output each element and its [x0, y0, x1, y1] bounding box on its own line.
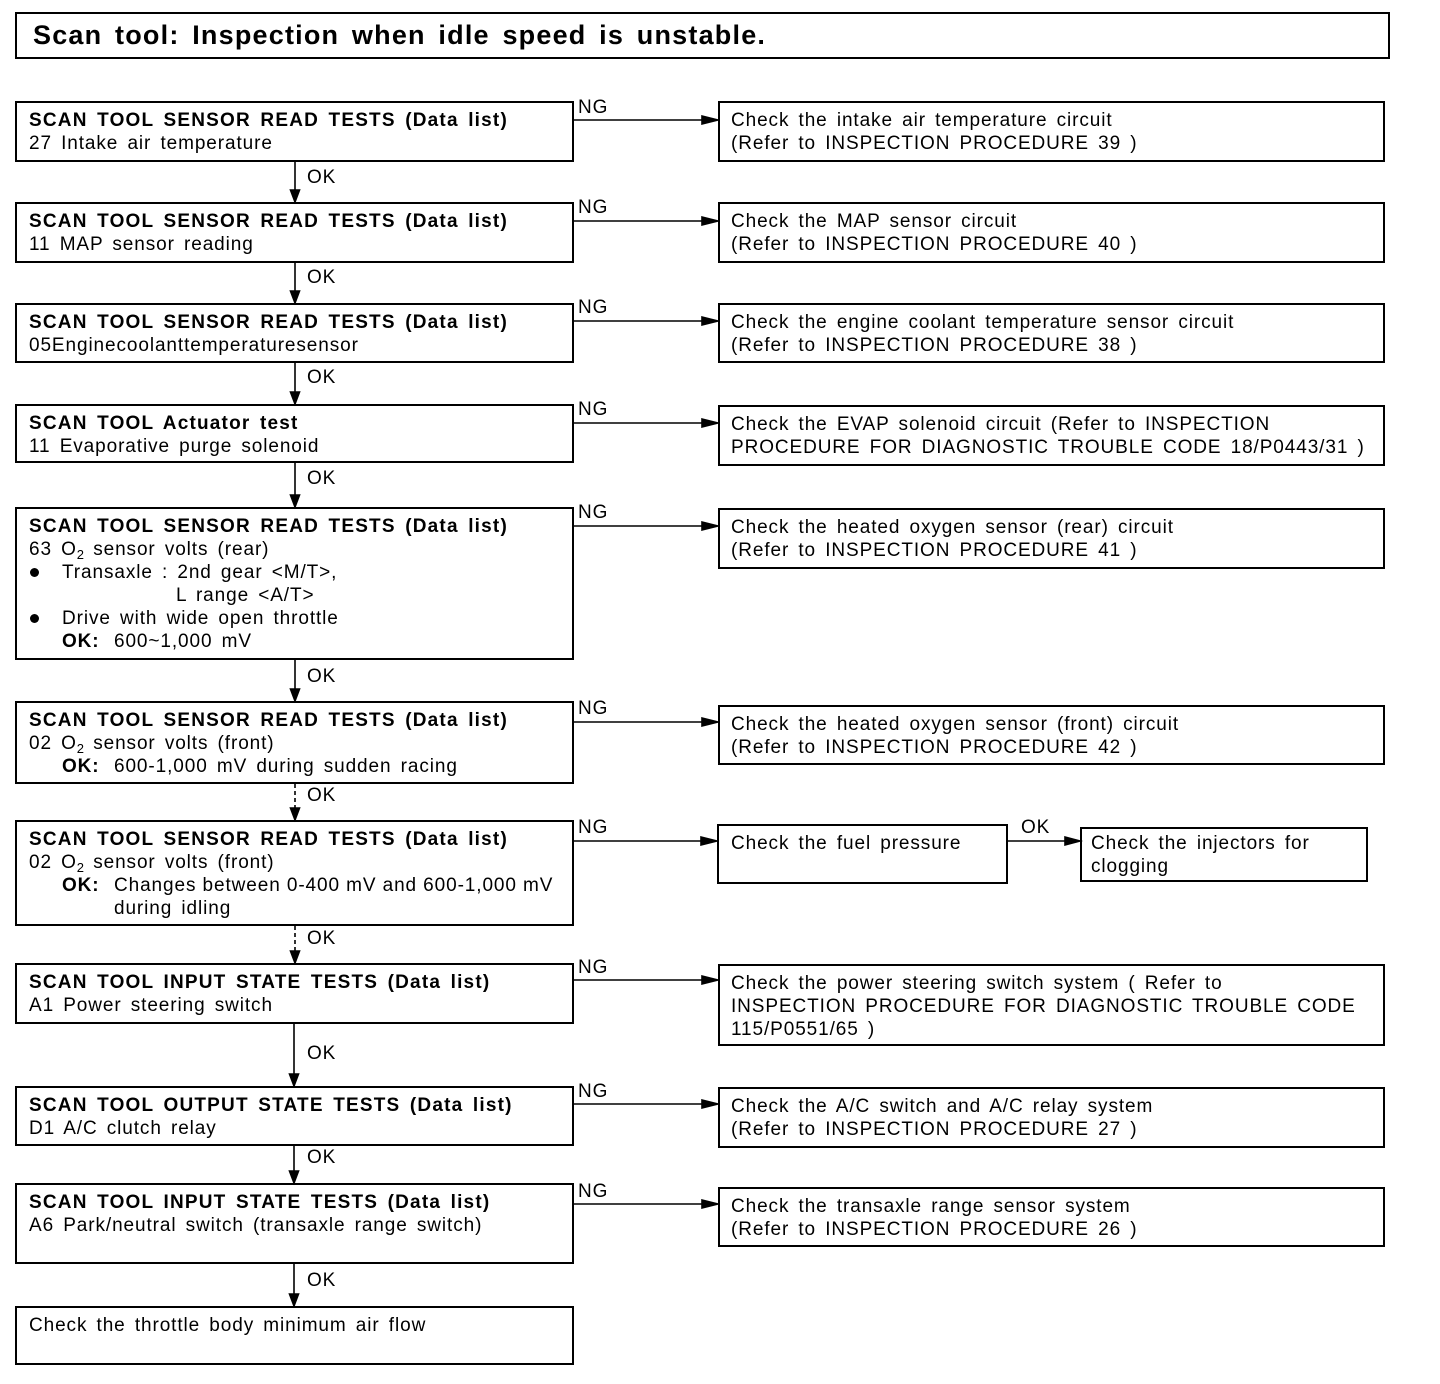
step-heading: SCAN TOOL SENSOR READ TESTS (Data list): [29, 516, 508, 537]
ng-result-line: Check the power steering switch system ( Refer to: [731, 973, 1223, 994]
ng-result-box-6: [718, 705, 1385, 765]
ng-result-line: (Refer to INSPECTION PROCEDURE 41 ): [731, 540, 1138, 561]
ng-result-line: Check the heated oxygen sensor (rear) circuit: [731, 517, 1174, 538]
ng-label: NG: [578, 1181, 609, 1202]
step-item: 27 Intake air temperature: [29, 133, 273, 154]
ng-result-line: Check the engine coolant temperature sensor circuit: [731, 312, 1235, 333]
ok-label: OK: [307, 267, 337, 288]
next-check-line: Check the injectors for: [1091, 833, 1310, 854]
next-check-line: clogging: [1091, 856, 1169, 877]
ng-result-box-3: [718, 303, 1385, 363]
ok-label: OK: [307, 167, 337, 188]
ng-label: NG: [578, 197, 609, 218]
ok-label: OK: [307, 1270, 337, 1291]
page-title: [15, 12, 1390, 59]
step-box-1: [15, 101, 574, 162]
ok-arrow-10: [290, 1264, 299, 1306]
step-box-7: [15, 820, 574, 926]
step-item: D1 A/C clutch relay: [29, 1118, 217, 1139]
ok-arrow-5: [291, 660, 300, 701]
ng-result-box-5: [718, 508, 1385, 569]
ng-result-line: (Refer to INSPECTION PROCEDURE 26 ): [731, 1219, 1138, 1240]
ok-label: OK: [307, 928, 337, 949]
step-heading: SCAN TOOL INPUT STATE TESTS (Data list): [29, 1192, 491, 1213]
ng-result-line: Check the fuel pressure: [731, 833, 962, 854]
step-box-3: [15, 303, 574, 363]
step-heading: SCAN TOOL SENSOR READ TESTS (Data list): [29, 110, 508, 131]
ng-label: NG: [578, 1081, 609, 1102]
ng-result-line: (Refer to INSPECTION PROCEDURE 38 ): [731, 335, 1138, 356]
step-item-prefix: 02 O: [29, 733, 77, 754]
page-title-text: Scan tool: Inspection when idle speed is unstable.: [33, 20, 767, 50]
step-heading: SCAN TOOL INPUT STATE TESTS (Data list): [29, 972, 491, 993]
ng-result-box-9: [718, 1087, 1385, 1148]
ok-label: OK: [307, 367, 337, 388]
step-box-2: [15, 202, 574, 263]
ng-result-box-2: [718, 202, 1385, 263]
step-item: 11 Evaporative purge solenoid: [29, 436, 320, 457]
ok-label: OK: [307, 785, 337, 806]
ok-arrow-9: [290, 1146, 299, 1183]
condition-line: Drive with wide open throttle: [62, 608, 339, 629]
ok-criteria-key: OK:: [62, 875, 100, 896]
step-item: A1 Power steering switch: [29, 995, 273, 1016]
ng-result-line: Check the transaxle range sensor system: [731, 1196, 1131, 1217]
ng-label: NG: [578, 399, 609, 420]
ok-arrow-7: [291, 926, 300, 963]
step-item: 11 MAP sensor reading: [29, 234, 254, 255]
final-step-box: [15, 1306, 574, 1365]
bullet-icon: [30, 568, 39, 577]
step-item-subscript: 2: [76, 547, 85, 562]
ng-result-line: (Refer to INSPECTION PROCEDURE 39 ): [731, 133, 1138, 154]
ok-criteria: [29, 630, 560, 653]
ng-result-box-10: [718, 1187, 1385, 1247]
step-box-5: [15, 507, 574, 660]
ok-arrow-4: [291, 463, 300, 507]
step-item: [29, 851, 560, 874]
ok-label: OK: [1021, 817, 1051, 838]
step-item: 05Enginecoolanttemperaturesensor: [29, 335, 359, 356]
step-heading: SCAN TOOL SENSOR READ TESTS (Data list): [29, 312, 508, 333]
final-step-text: Check the throttle body minimum air flow: [29, 1315, 427, 1336]
step-item: A6 Park/neutral switch (transaxle range switch): [29, 1215, 483, 1236]
step-item-prefix: 02 O: [29, 852, 77, 873]
ng-label: NG: [578, 97, 609, 118]
ok-criteria: [29, 755, 560, 778]
condition-line: Transaxle : 2nd gear <M/T>,: [62, 562, 338, 583]
step-heading: SCAN TOOL SENSOR READ TESTS (Data list): [29, 710, 508, 731]
ng-result-line: Check the MAP sensor circuit: [731, 211, 1018, 232]
ok-criteria-key: OK:: [62, 631, 100, 652]
ok-arrow-3: [291, 363, 300, 404]
ng-result-line: Check the A/C switch and A/C relay system: [731, 1096, 1154, 1117]
step-item-subscript: 2: [76, 741, 85, 756]
ng-result-line: 115/P0551/65 ): [731, 1019, 876, 1040]
ng-result-line: Check the EVAP solenoid circuit (Refer to INSPECTION: [731, 414, 1271, 435]
ng-label: NG: [578, 698, 609, 719]
ok-criteria-value: 600~1,000 mV: [114, 631, 252, 652]
ok-arrow-1: [291, 162, 300, 202]
ng-label: NG: [578, 502, 609, 523]
ng-result-line: INSPECTION PROCEDURE FOR DIAGNOSTIC TROUBLE CODE: [731, 996, 1356, 1017]
condition-line: L range <A/T>: [176, 585, 315, 606]
step-heading: SCAN TOOL OUTPUT STATE TESTS (Data list): [29, 1095, 513, 1116]
ng-result-box-1: [718, 101, 1385, 162]
ng-result-line: (Refer to INSPECTION PROCEDURE 27 ): [731, 1119, 1138, 1140]
ng-result-line: (Refer to INSPECTION PROCEDURE 40 ): [731, 234, 1138, 255]
ok-arrow-8: [290, 1024, 299, 1086]
step-box-6: [15, 701, 574, 784]
ng-result-line: Check the intake air temperature circuit: [731, 110, 1113, 131]
ok-arrow-2: [291, 263, 300, 303]
ng-result-line: Check the heated oxygen sensor (front) circuit: [731, 714, 1180, 735]
step-box-8: [15, 963, 574, 1024]
step-heading: SCAN TOOL SENSOR READ TESTS (Data list): [29, 829, 508, 850]
step-item-suffix: sensor volts (front): [84, 852, 275, 873]
step-item: [29, 538, 560, 561]
step-heading: SCAN TOOL SENSOR READ TESTS (Data list): [29, 211, 508, 232]
ok-criteria-value: 600-1,000 mV during sudden racing: [114, 756, 458, 777]
step-item-suffix: sensor volts (front): [84, 733, 275, 754]
step-box-10: [15, 1183, 574, 1264]
ok-label: OK: [307, 666, 337, 687]
step-heading: SCAN TOOL Actuator test: [29, 413, 299, 434]
ng-result-box-4: [718, 405, 1385, 466]
step-item-suffix: sensor volts (rear): [84, 539, 270, 560]
ok-criteria: [29, 874, 560, 920]
ok-arrow-6: [291, 784, 300, 820]
ng-label: NG: [578, 297, 609, 318]
step-box-9: [15, 1086, 574, 1146]
ng-label: NG: [578, 957, 609, 978]
ok-criteria-value: Changes between 0-400 mV and 600-1,000 mV: [114, 875, 554, 896]
condition-item: [29, 607, 560, 630]
step-item-subscript: 2: [76, 860, 85, 875]
next-check-box: [1080, 827, 1368, 882]
ok-label: OK: [307, 468, 337, 489]
ok-criteria-value: during idling: [114, 898, 232, 919]
condition-item: [29, 561, 560, 607]
step-item: [29, 732, 560, 755]
step-item-prefix: 63 O: [29, 539, 77, 560]
step-box-4: [15, 404, 574, 463]
ok-label: OK: [307, 1043, 337, 1064]
ok-label: OK: [307, 1147, 337, 1168]
ng-label: NG: [578, 817, 609, 838]
bullet-icon: [30, 614, 39, 623]
ng-result-line: (Refer to INSPECTION PROCEDURE 42 ): [731, 737, 1138, 758]
ng-result-box-7: [717, 824, 1008, 884]
ok-criteria-key: OK:: [62, 756, 100, 777]
ng-result-box-8: [718, 964, 1385, 1046]
ng-result-line: PROCEDURE FOR DIAGNOSTIC TROUBLE CODE 18/P0443/31 ): [731, 437, 1365, 458]
